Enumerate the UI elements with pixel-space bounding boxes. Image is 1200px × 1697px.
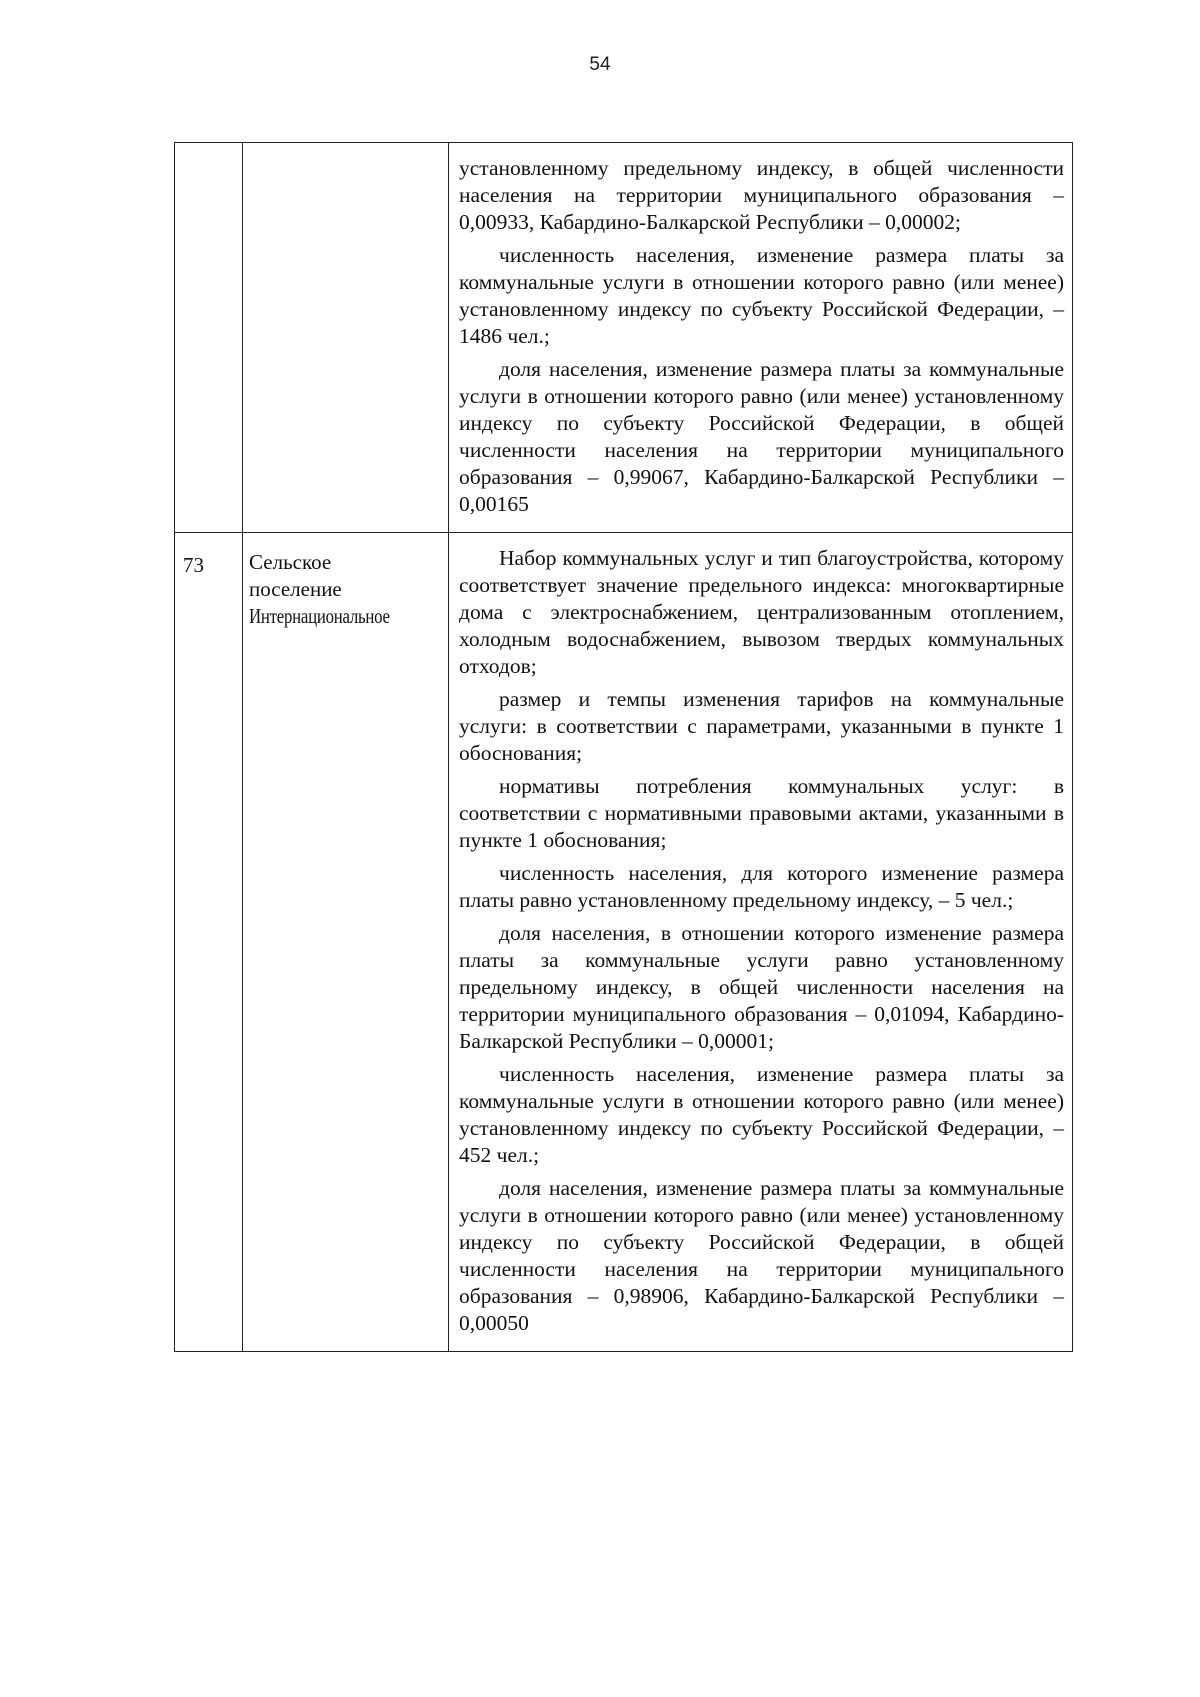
- settlement-name-line: Сельское: [249, 550, 332, 574]
- settlement-name-cell: [243, 143, 449, 533]
- paragraph: численность населения, изменение размера платы за коммунальные услуги в отношении которого равно (или менее) установленному индексу по субъекту Российской Федерации, – 452 чел.;: [459, 1062, 1064, 1167]
- table-row: [175, 533, 1073, 1352]
- paragraph: нормативы потребления коммунальных услуг: в соответствии с нормативными правовыми актами, указанными в пункте 1 обоснования;: [459, 774, 1064, 852]
- settlement-name-line: Интернациональное: [249, 604, 390, 628]
- document-table: [174, 142, 1073, 1352]
- settlement-name-line: поселение: [249, 577, 342, 601]
- paragraph: численность населения, изменение размера платы за коммунальные услуги в отношении которого равно (или менее) установленному индексу по субъекту Российской Федерации, – 1486 чел.;: [459, 243, 1064, 348]
- paragraph: доля населения, изменение размера платы за коммунальные услуги в отношении которого равно (или менее) установленному индексу по субъекту Российской Федерации, в общей численности населения на территории муниципального образования – 0,98906, Кабардино-Балкарской Республики – 0,00050: [459, 1176, 1064, 1335]
- table-row: [175, 143, 1073, 533]
- paragraph: установленному предельному индексу, в общей численности населения на территории муниципального образования – 0,00933, Кабардино-Балкарской Республики – 0,00002;: [459, 156, 1064, 234]
- paragraph: доля населения, изменение размера платы за коммунальные услуги в отношении которого равно (или менее) установленному индексу по субъекту Российской Федерации, в общей численности населения на территории муниципального образования – 0,99067, Кабардино-Балкарской Республики – 0,00165: [459, 357, 1064, 516]
- paragraph: численность населения, для которого изменение размера платы равно установленному предельному индексу, – 5 чел.;: [459, 861, 1064, 912]
- paragraph: размер и темпы изменения тарифов на коммунальные услуги: в соответствии с параметрами, указанными в пункте 1 обоснования;: [459, 687, 1064, 765]
- row-number-cell: [175, 143, 243, 533]
- page-number: 54: [589, 54, 611, 75]
- settlement-name-cell: [243, 533, 449, 1352]
- description-cell: [449, 533, 1073, 1352]
- row-number-cell: 73: [175, 533, 243, 1352]
- paragraph: доля населения, в отношении которого изменение размера платы за коммунальные услуги равно установленному предельному индексу, в общей численности населения на территории муниципального образования – 0,01094, Кабардино-Балкарской Республики – 0,00001;: [459, 921, 1064, 1053]
- description-cell: [449, 143, 1073, 533]
- paragraph: Набор коммунальных услуг и тип благоустройства, которому соответствует значение предельного индекса: многоквартирные дома с электроснабжением, централизованным отоплением, холодным водоснабжением, вывозом твердых коммунальных отходов;: [459, 546, 1064, 678]
